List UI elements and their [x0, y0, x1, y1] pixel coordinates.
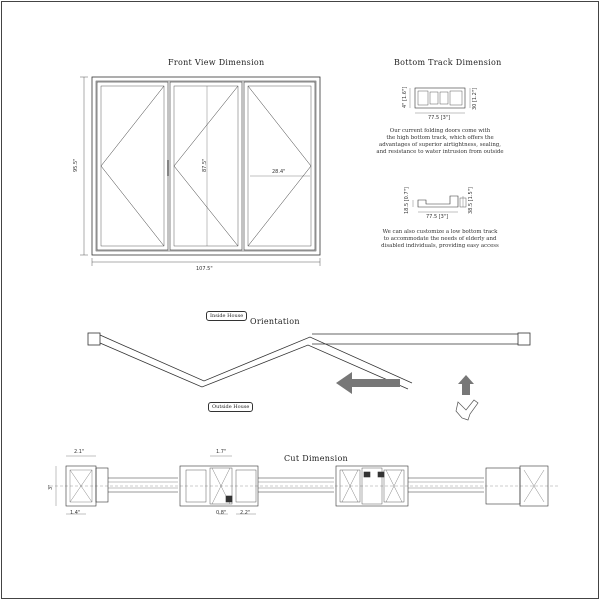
low-track-description: We can also customize a low bottom track to accommodate the needs of elderly and disabled individuals, providing easy access	[381, 229, 499, 249]
low-track-profile	[413, 196, 466, 212]
cut-dimension-drawing	[50, 456, 560, 514]
inside-house-tag: Inside House	[206, 311, 247, 321]
hand-icon	[456, 400, 478, 420]
cut-dimension-title: Cut Dimension	[284, 454, 349, 463]
high-track-width-label: 77.5 [3"]	[428, 115, 451, 121]
slide-direction-arrow	[336, 372, 400, 394]
panel-height-label: 87.5"	[202, 158, 208, 172]
door-panel-1	[97, 82, 168, 250]
front-view-height-label: 95.5"	[73, 158, 79, 172]
door-panel-3	[244, 82, 315, 250]
panel-width-label: 28.4"	[272, 169, 286, 175]
orientation-title: Orientation	[250, 317, 300, 326]
front-view-title: Front View Dimension	[168, 58, 265, 67]
sheet-border	[2, 2, 599, 599]
high-track-description: Our current folding doors come with the high bottom track, which offers the advantages of superior airtightness, sealing, and resistance to water intrusion from outside	[376, 128, 504, 155]
push-direction-arrow	[458, 375, 474, 395]
outside-house-tag: Outside House	[208, 402, 253, 412]
high-track-profile	[410, 88, 470, 113]
cut-dim-left-top: 2.1"	[74, 449, 85, 455]
opening-arrow-3	[248, 86, 311, 246]
cut-dim-mid-bottom-2: 2.2"	[240, 510, 251, 516]
front-view-width-label: 107.5"	[196, 266, 213, 272]
low-track-width-label: 77.5 [3"]	[426, 214, 449, 220]
low-track-height-label: 18.5 [0.7"]	[404, 187, 410, 214]
cut-dim-left-bottom: 1.4"	[70, 510, 81, 516]
high-track-height2-label: 30 [1.2"]	[472, 87, 478, 110]
low-track-height2-label: 38.5 [1.5"]	[468, 187, 474, 214]
high-track-height-label: 4" [1.6"]	[402, 86, 408, 108]
cut-dim-mid-top: 1.7"	[216, 449, 227, 455]
cut-dim-mid-bottom-1: 0.8"	[216, 510, 227, 516]
opening-arrow-1	[101, 86, 164, 246]
cut-dim-left-height: 3"	[48, 484, 54, 490]
bottom-track-title: Bottom Track Dimension	[394, 58, 502, 67]
